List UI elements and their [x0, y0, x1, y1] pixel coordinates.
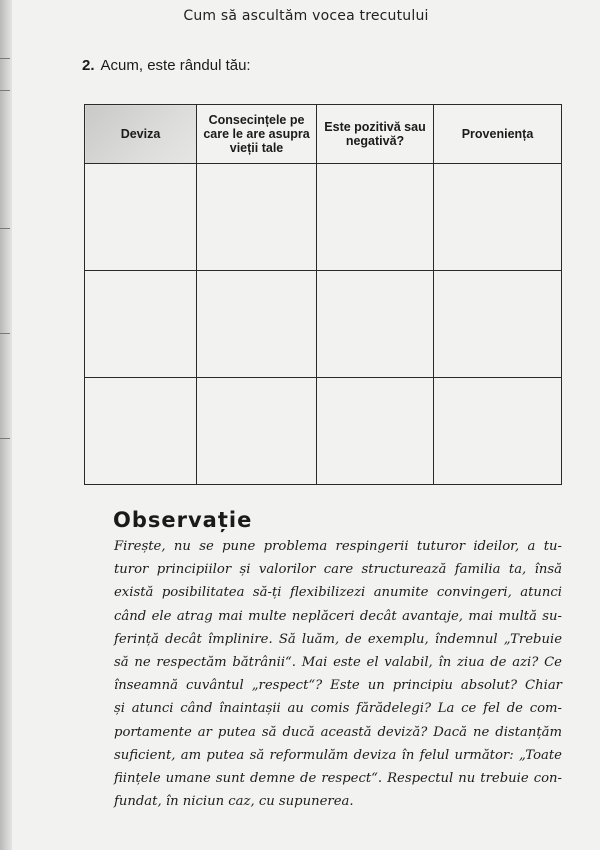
paragraph-line: fundat, în niciun caz, cu supunerea. [114, 794, 354, 810]
table-row [85, 271, 562, 378]
exercise-table [84, 104, 562, 485]
table-cell[interactable] [434, 378, 562, 485]
table-cell[interactable] [85, 164, 197, 271]
exercise-prompt: Acum, este rândul tău: [100, 57, 251, 74]
binding-rule [0, 58, 10, 59]
running-head: Cum să ascultăm vocea trecutului [183, 8, 429, 24]
column-header-deviza: Deviza [85, 105, 197, 164]
paragraph-line: există posibilitatea să-ți flexibilizezi anumite convingeri, atunci [114, 585, 562, 601]
paragraph-line: și atunci când înaintașii au comis fărădelegi? La ce fel de com- [114, 701, 562, 717]
book-page [12, 0, 600, 850]
table-cell[interactable] [434, 271, 562, 378]
column-header-pozitiva-negativa: Este pozitivă sau negativă? [317, 105, 434, 164]
table-cell[interactable] [317, 271, 434, 378]
paragraph-line: înseamnă cuvântul „respect“? Este un principiu absolut? Chiar [114, 678, 562, 694]
paragraph-line: să ne respectăm bătrânii“. Mai este el valabil, în ziua de azi? Ce [114, 655, 562, 671]
table-cell[interactable] [434, 164, 562, 271]
table-header-row [85, 105, 562, 164]
table-row [85, 164, 562, 271]
observation-title: Observație [113, 508, 253, 532]
table-cell[interactable] [85, 378, 197, 485]
binding-rule [0, 90, 10, 91]
observation-paragraph [114, 535, 562, 813]
paragraph-line: ferință decât împlinire. Să luăm, de exemplu, îndemnul „Trebuie [114, 631, 562, 647]
paragraph-line: portamente ar putea să ducă această deviză? Dacă ne distanțăm [114, 724, 562, 740]
paragraph-line: turor principiilor și valorilor care structurează familia ta, însă [114, 562, 562, 578]
exercise-number: 2. [82, 57, 95, 74]
table-cell[interactable] [197, 164, 317, 271]
page-binding-edge [0, 0, 12, 850]
exercise-heading [82, 57, 251, 74]
paragraph-line: când ele atrag mai multe neplăceri decât avantaje, mai multă su- [114, 608, 562, 624]
column-header-provenienta: Proveniența [434, 105, 562, 164]
table-cell[interactable] [197, 271, 317, 378]
table-cell[interactable] [317, 164, 434, 271]
binding-rule [0, 438, 10, 439]
table-cell[interactable] [317, 378, 434, 485]
paragraph-line: suficient, am putea să reformulăm deviza în felul următor: „Toate [114, 747, 562, 763]
table-row [85, 378, 562, 485]
binding-rule [0, 333, 10, 334]
paragraph-line: ființele umane sunt demne de respect“. Respectul nu trebuie con- [114, 771, 562, 787]
column-header-consecinte: Consecințele pe care le are asupra vieții tale [197, 105, 317, 164]
paragraph-line: Firește, nu se pune problema respingerii tuturor ideilor, a tu- [114, 539, 562, 554]
table-cell[interactable] [85, 271, 197, 378]
binding-rule [0, 228, 10, 229]
table-cell[interactable] [197, 378, 317, 485]
